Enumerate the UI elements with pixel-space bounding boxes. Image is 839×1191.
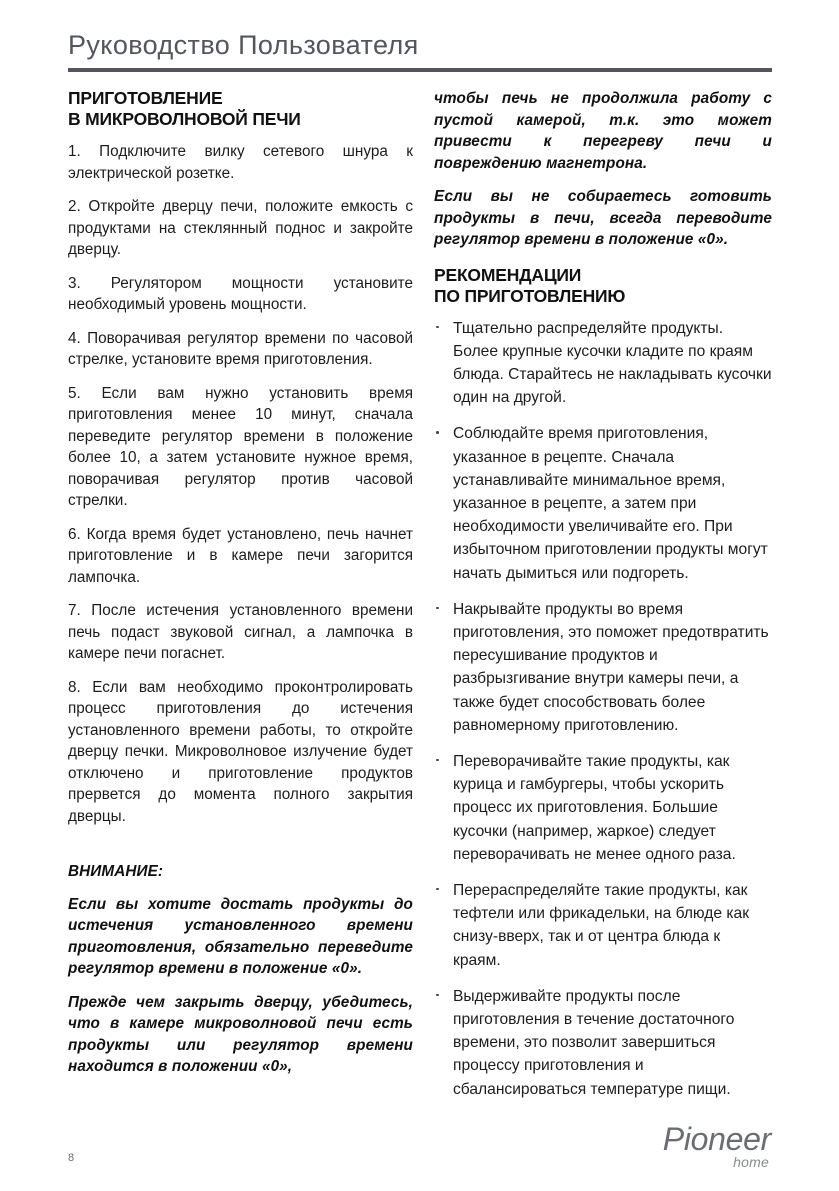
section-heading-recommendations [434,265,772,307]
instruction-step-4: 4. Поворачивая регулятор времени по часовой стрелке, установите время приготовления. [68,329,413,368]
bullet-dot-icon [436,888,439,891]
attention-label: ВНИМАНИЕ: [68,863,164,880]
content-columns [68,88,772,1108]
section-heading-line-2: В МИКРОВОЛНОВОЙ ПЕЧИ [68,109,301,129]
attention-spacer [68,839,413,861]
bullet-dot-icon [436,431,439,434]
bullet-dot-icon [436,607,439,610]
attention-continued-paragraph-1: чтобы печь не продолжила работу с пустой камерой, т.к. это может привести к перегреву печи и повреждению магнетрона. [434,90,772,172]
page-number: 8 [68,1152,75,1164]
page-title: Руководство Пользователя [68,30,419,60]
bullet-dot-icon [436,994,439,997]
brand-logo [663,1122,771,1170]
list-item [434,879,772,972]
list-item-text: Перераспределяйте такие продукты, как тефтели или фрикадельки, на блюде как снизу-вверх, так и от центра блюда к краям. [453,881,750,969]
instruction-step-3: 3. Регулятором мощности установите необходимый уровень мощности. [68,274,413,313]
list-item [434,598,772,737]
attention-continued-paragraph-2: Если вы не собираетесь готовить продукты в печи, всегда переводите регулятор времени в положение «0». [434,188,772,248]
right-column [434,88,772,1101]
instruction-step-1: 1. Подключите вилку сетевого шнура к электрической розетке. [68,143,413,182]
list-item-text: Переворачивайте такие продукты, как курица и гамбургеры, чтобы ускорить процесс их приготовления. Большие кусочки (например, жаркое) следует переворачивать не менее одного раза. [453,752,736,863]
brand-logo-subtitle: home [733,1154,769,1170]
list-item [434,750,772,866]
section-heading-line-1: ПРИГОТОВЛЕНИЕ [68,88,223,108]
recommendations-list [434,317,772,1101]
recommendations-heading-line-2: ПО ПРИГОТОВЛЕНИЮ [434,285,626,306]
list-item [434,317,772,410]
instruction-step-5: 5. Если вам нужно установить время приготовления менее 10 минут, сначала переведите регулятор времени в положение более 10, а затем установите нужное время, поворачивая регулятор против часовой стрелки. [68,384,413,509]
recommendations-heading-line-1: РЕКОМЕНДАЦИИ [434,264,582,285]
left-column [68,88,413,1090]
list-item [434,985,772,1101]
instruction-step-6: 6. Когда время будет установлено, печь начнет приготовление и в камере печи загорится лампочка. [68,525,413,586]
instruction-step-2: 2. Откройте дверцу печи, положите емкость с продуктами на стеклянный поднос и закройте дверцу. [68,198,413,258]
page-header [68,28,772,72]
list-item-text: Выдерживайте продукты после приготовления в течение достаточного времени, это позволит завершиться процессу приготовления и сбалансироваться температуре пищи. [453,987,735,1098]
list-item-text: Тщательно распределяйте продукты. Более крупные кусочки кладите по краям блюда. Старайтесь не накладывать кусочки один на другой. [453,319,772,407]
list-item-text: Соблюдайте время приготовления, указанное в рецепте. Сначала устанавливайте минимальное время, указанное в рецепте, а затем при необходимости увеличивайте его. При избыточном приготовлении продукты могут начать дымиться или подгореть. [453,425,768,582]
instruction-step-8: 8. Если вам необходимо проконтролировать процесс приготовления до истечения установленного времени работы, то откройте дверцу печки. Микроволновое излучение будет отключено и приготовление продуктов прервется до момента полного закрытия дверцы. [68,678,413,825]
instruction-step-7: 7. После истечения установленного времени печь подаст звуковой сигнал, а лампочка в камере печи погаснет. [68,602,413,662]
bullet-dot-icon [436,326,439,329]
attention-paragraph-2: Прежде чем закрыть дверцу, убедитесь, что в камере микроволновой печи есть продукты или регулятор времени находится в положении «0», [68,993,413,1075]
attention-paragraph-1: Если вы хотите достать продукты до истечения установленного времени приготовления, обязательно переведите регулятор времени в положение «0». [68,895,413,977]
bullet-dot-icon [436,759,439,762]
list-item-text: Накрывайте продукты во время приготовления, это поможет предотвратить пересушивание продуктов и разбрызгивание внутри камеры печи, а также будет способствовать более равномерному приготовлению. [453,600,769,734]
list-item [434,422,772,584]
brand-logo-wordmark: Pioneer [662,1121,771,1157]
section-heading-cooking [68,88,413,130]
header-divider [68,68,772,72]
